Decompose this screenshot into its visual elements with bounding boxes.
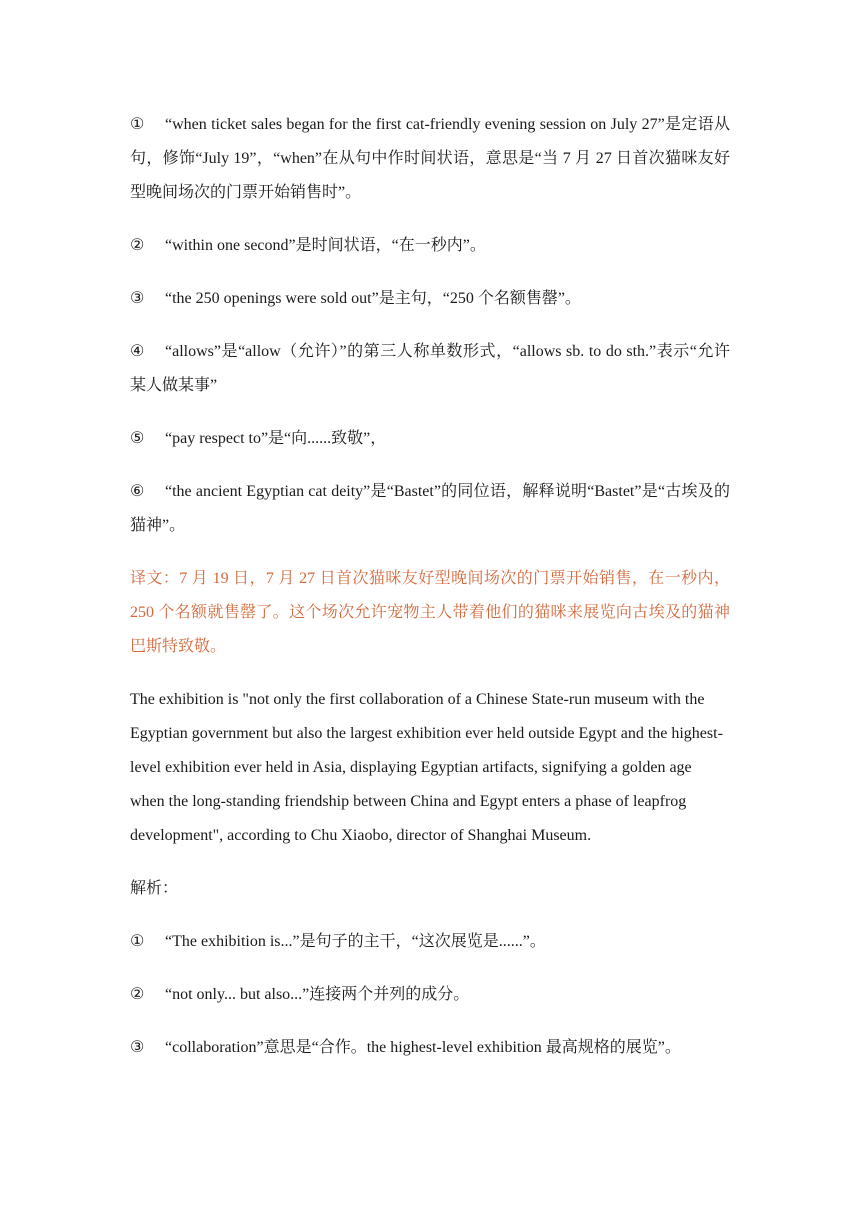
note-text: “within one second”是时间状语，“在一秒内”。 [165, 237, 486, 254]
note-number: ② [130, 237, 145, 254]
translation-paragraph: 译文：7 月 19 日，7 月 27 日首次猫咪友好型晚间场次的门票开始销售，在一秒内，250 个名额就售罄了。这个场次允许宠物主人带着他们的猫咪来展览向古埃及的猫神巴斯特致敬。 [130, 570, 730, 655]
note-number: ② [130, 986, 145, 1003]
note-item [130, 229, 730, 263]
note-item [130, 978, 730, 1012]
note-number: ⑤ [130, 430, 145, 447]
note-number: ① [130, 116, 145, 133]
note-number: ③ [130, 1039, 145, 1056]
note-item [130, 108, 730, 210]
note-number: ④ [130, 343, 145, 360]
note-text: “The exhibition is...”是句子的主干，“这次展览是......”。 [165, 933, 546, 950]
note-text: “not only... but also...”连接两个并列的成分。 [165, 986, 470, 1003]
note-text: “collaboration”意思是“合作。the highest-level exhibition 最高规格的展览”。 [165, 1039, 681, 1056]
document-page [130, 108, 730, 1084]
note-item [130, 422, 730, 456]
note-item [130, 1031, 730, 1065]
note-item [130, 475, 730, 543]
note-number: ③ [130, 290, 145, 307]
note-text: “allows”是“allow（允许）”的第三人称单数形式，“allows sb. to do sth.”表示“允许某人做某事” [130, 343, 730, 394]
note-item [130, 925, 730, 959]
note-text: “the 250 openings were sold out”是主句，“250 个名额售罄”。 [165, 290, 581, 307]
note-number: ⑥ [130, 483, 145, 500]
note-item [130, 335, 730, 403]
english-paragraph: The exhibition is "not only the first collaboration of a Chinese State-run museum with the Egyptian government but also the largest exhibition ever held outside Egypt and the highest-level exhibition ever held in Asia, displaying Egyptian artifacts, signifying a golden age when the long-standing friendship between China and Egypt enters a phase of leapfrog development", according to Chu Xiaobo, director of Shanghai Museum. [130, 691, 723, 844]
note-text: “the ancient Egyptian cat deity”是“Bastet”的同位语，解释说明“Bastet”是“古埃及的猫神”。 [130, 483, 730, 534]
note-text: “when ticket sales began for the first cat-friendly evening session on July 27”是定语从句，修饰“July 19”，“when”在从句中作时间状语，意思是“当 7 月 27 日首次猫咪友好型晚间场次的门票开始销售时”。 [130, 116, 730, 201]
note-item [130, 282, 730, 316]
note-text: “pay respect to”是“向......致敬”， [165, 430, 387, 447]
analysis-label: 解析： [130, 880, 179, 897]
note-number: ① [130, 933, 145, 950]
